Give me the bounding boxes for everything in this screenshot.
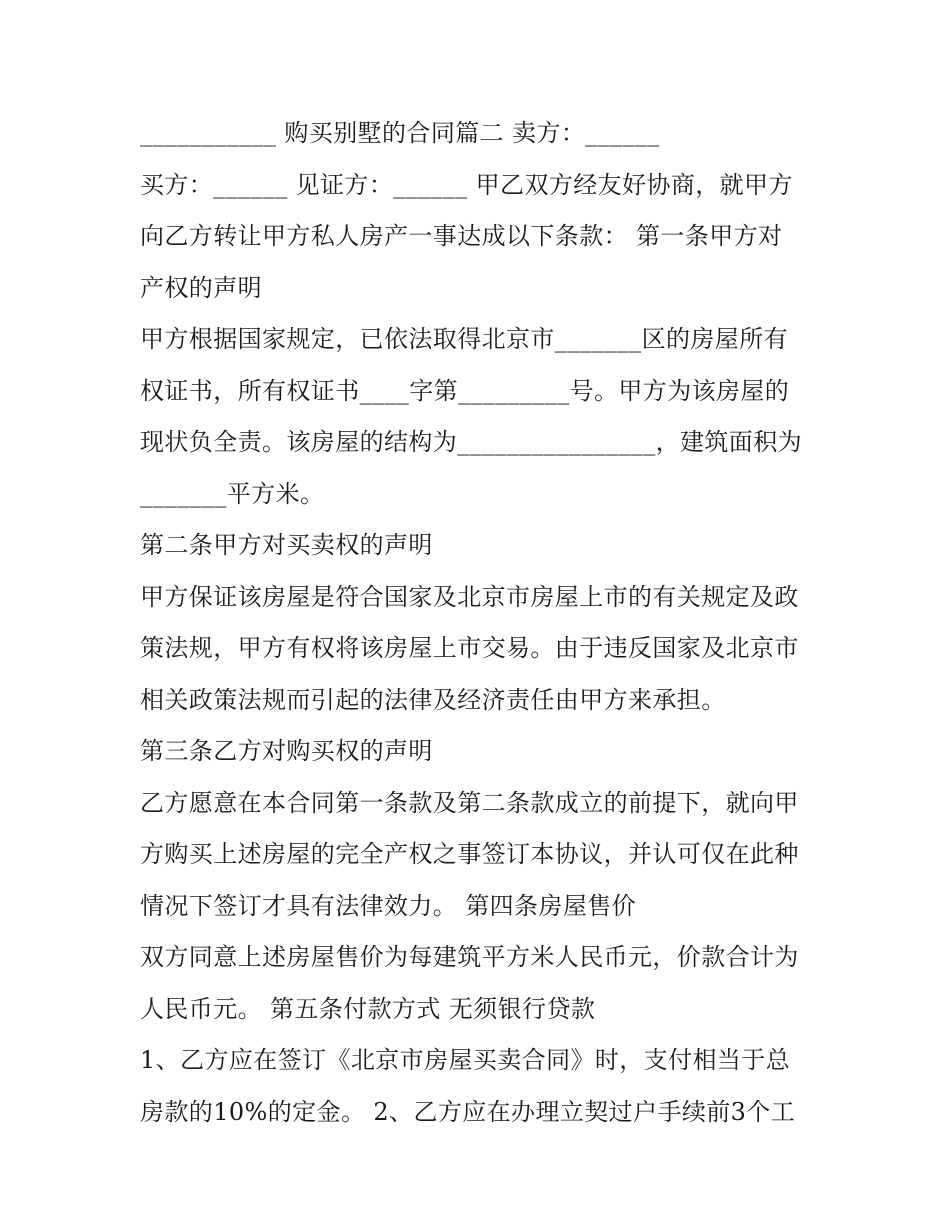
- text-line: _______平方米。: [140, 479, 325, 508]
- text-line: 房款的10%的定金。 2、乙方应在办理立契过户手续前3个工: [140, 1097, 796, 1126]
- text-line: 甲方保证该房屋是符合国家及北京市房屋上市的有关规定及政: [140, 582, 799, 611]
- text-line: 人民币元。 第五条付款方式 无须银行贷款: [140, 994, 596, 1023]
- text-line: 乙方愿意在本合同第一条款及第二条款成立的前提下，就向甲: [140, 788, 799, 817]
- text-line: 现状负全责。该房屋的结构为________________，建筑面积为: [140, 428, 802, 456]
- text-line: 产权的声明: [140, 273, 262, 302]
- text-line: 权证书，所有权证书____字第_________号。甲方为该房屋的: [140, 376, 790, 405]
- section-heading: 第三条乙方对购买权的声明: [140, 737, 433, 765]
- text-line: 方购买上述房屋的完全产权之事签订本协议，并认可仅在此种: [140, 840, 799, 868]
- text-line: 策法规，甲方有权将该房屋上市交易。由于违反国家及北京市: [140, 634, 799, 662]
- text-line: 买方：______ 见证方：______ 甲乙双方经友好协商，就甲方: [140, 170, 793, 199]
- text-line: 双方同意上述房屋售价为每建筑平方米人民币元，价款合计为: [140, 943, 799, 971]
- text-line: ___________ 购买别墅的合同篇二 卖方：______: [140, 119, 660, 147]
- text-line: 1、乙方应在签订《北京市房屋买卖合同》时，支付相当于总: [140, 1046, 791, 1074]
- text-line: 情况下签订才具有法律效力。 第四条房屋售价: [140, 891, 637, 920]
- document-body: [140, 108, 820, 1138]
- text-line: 向乙方转让甲方私人房产一事达成以下条款： 第一条甲方对: [140, 222, 783, 250]
- text-line: 相关政策法规而引起的法律及经济责任由甲方来承担。: [140, 685, 726, 714]
- section-heading: 第二条甲方对买卖权的声明: [140, 531, 433, 559]
- text-line: 甲方根据国家规定，已依法取得北京市_______区的房屋所有: [140, 325, 788, 353]
